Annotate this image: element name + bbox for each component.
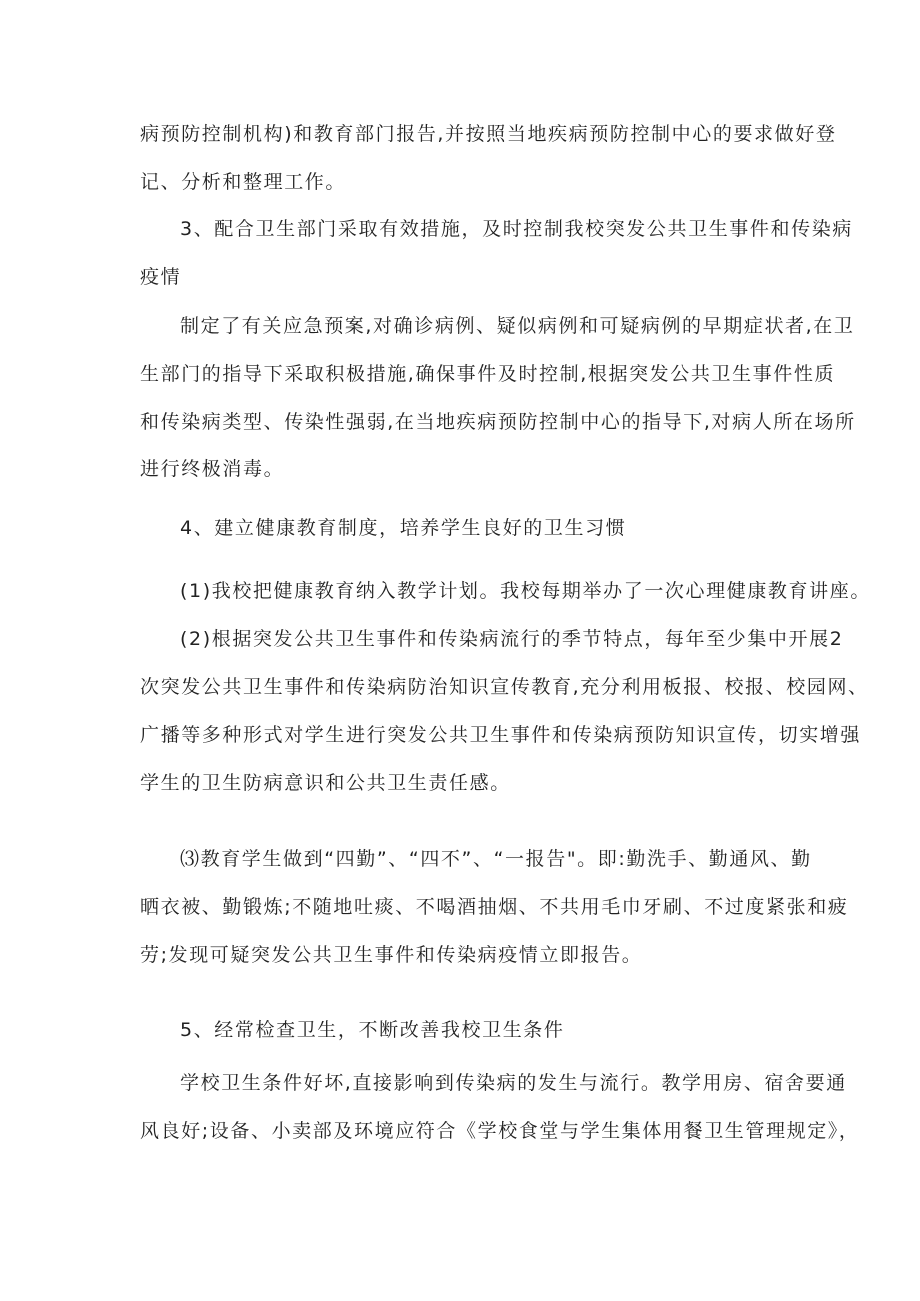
section-heading-4: 4、建立健康教育制度，培养学生良好的卫生习惯 xyxy=(180,517,627,539)
list-item-3: ⑶教育学生做到“四勤”、“四不”、“一报告"。即:勤洗手、勤通风、勤 xyxy=(180,848,812,870)
paragraph-line: 生部门的指导下采取积极措施,确保事件及时控制,根据突发公共卫生事件性质 xyxy=(140,363,836,385)
paragraph-line: 记、分析和整理工作。 xyxy=(140,171,347,193)
paragraph-line: 风良好;设备、小卖部及环境应符合《学校食堂与学生集体用餐卫生管理规定》， xyxy=(140,1120,860,1142)
list-item-1: (1)我校把健康教育纳入教学计划。我校每期举办了一次心理健康教育讲座。 xyxy=(180,580,871,602)
paragraph-line: 劳;发现可疑突发公共卫生事件和传染病疫情立即报告。 xyxy=(140,944,643,966)
list-item-2: (2)根据突发公共卫生事件和传染病流行的季节特点，每年至少集中开展2 xyxy=(180,628,844,650)
paragraph-line: 和传染病类型、传染性强弱,在当地疾病预防控制中心的指导下,对病人所在场所 xyxy=(140,411,856,433)
section-heading-3-continued: 疫情 xyxy=(140,266,182,288)
paragraph-line: 次突发公共卫生事件和传染病防治知识宣传教育,充分利用板报、校报、校园网、 xyxy=(140,676,869,698)
paragraph-line: 制定了有关应急预案,对确诊病例、疑似病例和可疑病例的早期症状者,在卫 xyxy=(180,315,855,337)
paragraph-line: 进行终极消毒。 xyxy=(140,458,285,480)
paragraph-line: 病预防控制机构)和教育部门报告,并按照当地疾病预防控制中心的要求做好登 xyxy=(140,123,837,145)
paragraph-line: 学校卫生条件好坏,直接影响到传染病的发生与流行。教学用房、宿舍要通 xyxy=(180,1072,847,1094)
paragraph-line: 学生的卫生防病意识和公共卫生责任感。 xyxy=(140,772,511,794)
section-heading-3: 3、配合卫生部门采取有效措施，及时控制我校突发公共卫生事件和传染病 xyxy=(180,218,853,240)
section-heading-5: 5、经常检查卫生，不断改善我校卫生条件 xyxy=(180,1019,565,1041)
paragraph-line: 广播等多种形式对学生进行突发公共卫生事件和传染病预防知识宣传，切实增强 xyxy=(140,724,862,746)
paragraph-line: 晒衣被、勤锻炼;不随地吐痰、不喝酒抽烟、不共用毛巾牙刷、不过度紧张和疲 xyxy=(140,896,849,918)
